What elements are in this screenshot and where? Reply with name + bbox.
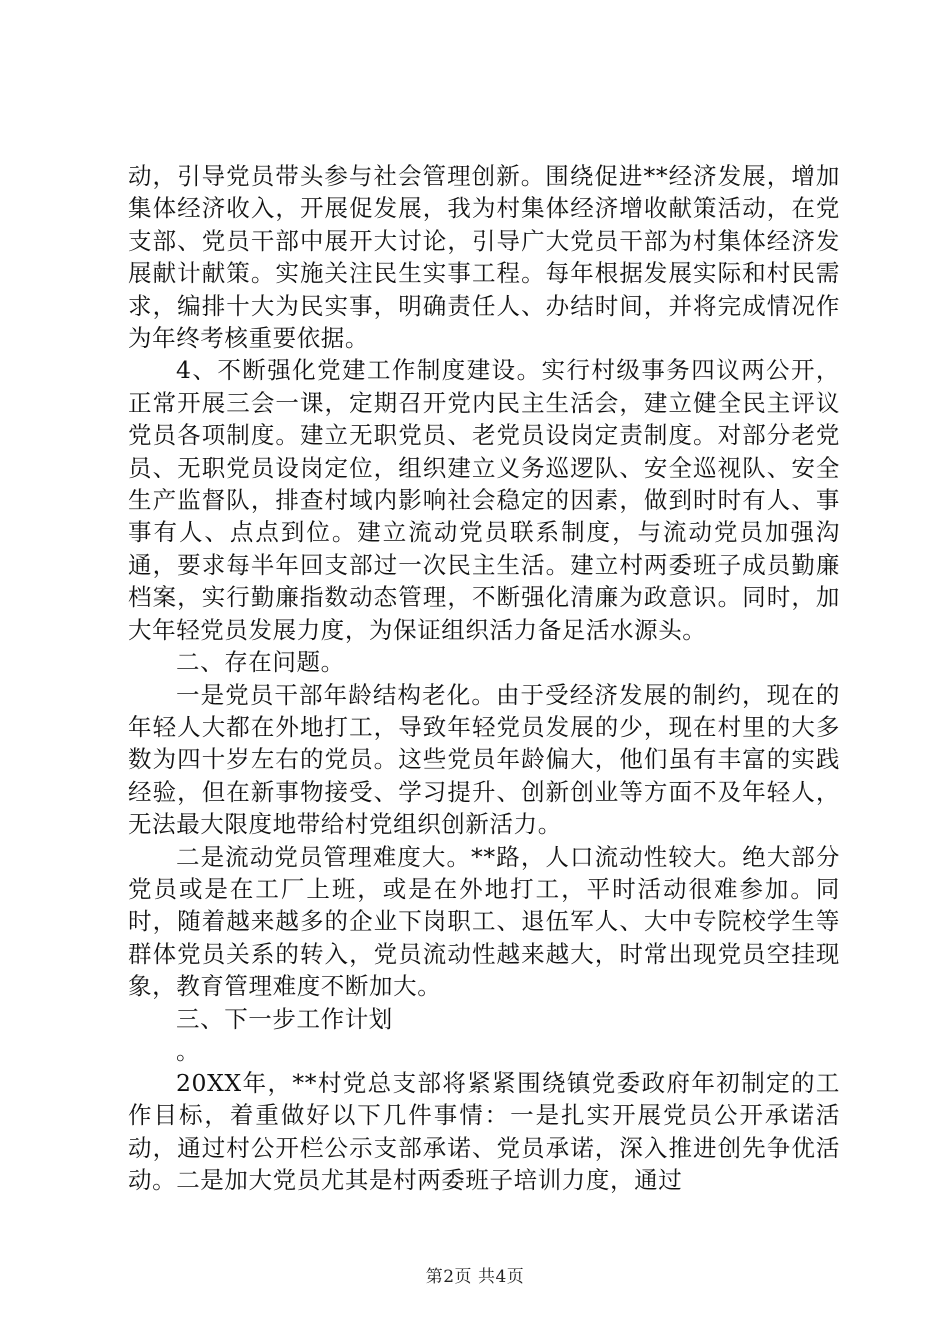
- paragraph-4: 一是党员干部年龄结构老化。由于受经济发展的制约，现在的年轻人大都在外地打工，导致年轻党员发展的少，现在村里的大多数为四十岁左右的党员。这些党员年龄偏大，他们虽有丰富的实践经验，但在新事物接受、学习提升、创新创业等方面不及年轻人，无法最大限度地带给村党组织创新活力。: [128, 680, 840, 839]
- paragraph-8: 20XX年，**村党总支部将紧紧围绕镇党委政府年初制定的工作目标，着重做好以下几件事情：一是扎实开展党员公开承诺活动，通过村公开栏公示支部承诺、党员承诺，深入推进创先争优活动。二是加大党员尤其是村两委班子培训力度，通过: [128, 1068, 840, 1195]
- page-footer: 第2页 共4页: [425, 1267, 525, 1287]
- paragraph-5: 二是流动党员管理难度大。**路，人口流动性较大。绝大部分党员或是在工厂上班，或是在外地打工，平时活动很难参加。同时，随着越来越多的企业下岗职工、退伍军人、大中专院校学生等群体党员关系的转入，党员流动性越来越大，时常出现党员空挂现象，教育管理难度不断加大。: [128, 842, 840, 1001]
- paragraph-2: 4、不断强化党建工作制度建设。实行村级事务四议两公开，正常开展三会一课，定期召开党内民主生活会，建立健全民主评议党员各项制度。建立无职党员、老党员设岗定责制度。对部分老党员、无职党员设岗定位，组织建立义务巡逻队、安全巡视队、安全生产监督队，排查村域内影响社会稳定的因素，做到时时有人、事事有人、点点到位。建立流动党员联系制度，与流动党员加强沟通，要求每半年回支部过一次民主生活。建立村两委班子成员勤廉档案，实行勤廉指数动态管理，不断强化清廉为政意识。同时，加大年轻党员发展力度，为保证组织活力备足活水源头。: [128, 356, 840, 644]
- section-heading-next-plan: 三、下一步工作计划: [176, 1004, 393, 1033]
- paragraph-1: 动，引导党员带头参与社会管理创新。围绕促进**经济发展，增加集体经济收入，开展促发展，我为村集体经济增收献策活动，在党支部、党员干部中展开大讨论，引导广大党员干部为村集体经济发展献计献策。实施关注民生实事工程。每年根据发展实际和村民需求，编排十大为民实事，明确责任人、办结时间，并将完成情况作为年终考核重要依据。: [128, 162, 840, 353]
- document-body: [128, 160, 840, 1197]
- section-heading-problems: 二、存在问题。: [176, 648, 345, 677]
- stray-period: 。: [176, 1036, 200, 1065]
